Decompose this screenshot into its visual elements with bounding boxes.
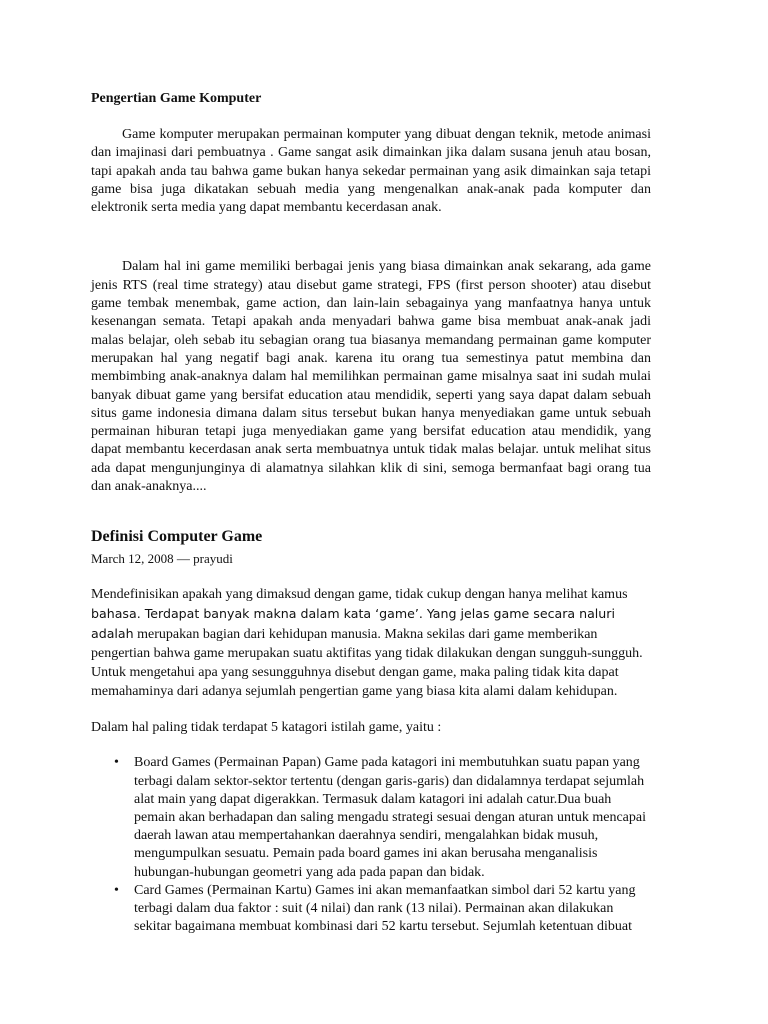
section-title-pengertian: Pengertian Game Komputer <box>91 91 262 106</box>
spacer <box>91 513 651 527</box>
list-item-text: Card Games (Permainan Kartu) Games ini akan memanfaatkan simbol dari 52 kartu yang terbagi dalam dua faktor : suit (4 nilai) dan rank (13 nilai). Permainan akan dilakukan sekitar bagaimana membuat kombinasi dari 52 kartu tersebut. Sejumlah ketentuan dibuat <box>134 882 636 935</box>
spacer <box>91 217 651 258</box>
paragraph-definition-sans: bahasa. Terdapat banyak makna dalam kata ‘game’. Yang jelas game secara naluri adalah <box>91 606 615 642</box>
paragraph-game-types: Dalam hal ini game memiliki berbagai jenis yang biasa dimainkan anak sekarang, ada game jenis RTS (real time strategy) atau disebut game strategi, FPS (first person shooter) atau disebut game tembak menembak, game action, dan lain-lain sebagainya yang manfaatnya hanya untuk kesenangan semata. Tetapi apakah anda menyadari bahwa game bisa membuat anak-anak jadi malas belajar, oleh sebab itu sebagian orang tua biasanya memandang permainan game komputer merupakan hal yang negatif bagi anak. karena itu orang tua semestinya patut membina dan membimbing anak-anaknya dalam hal memilihkan permainan game misalnya saat ini sudah mulai banyak dibuat game yang bersifat education atau mendidik, seperti yang saya dapat dalam sebuah situs game indonesia dimana dalam situs tersebut bukan hanya menyediakan game untuk sebuah permainan hiburan tetapi juga menyediakan game yang bersifat education atau mendidik, yang dapat membantu kecerdasan anak serta membuatnya untuk tidak malas belajar. untuk melihat situs ada dapat mengunjunginya di alamatnya silahkan klik di sini, semoga bermanfaat bagi orang tua dan anak-anaknya.... <box>91 259 651 495</box>
paragraph-definition <box>91 585 651 701</box>
bullet-icon: • <box>114 882 119 898</box>
category-list <box>91 754 651 936</box>
document-body <box>91 90 651 936</box>
list-item <box>91 882 651 937</box>
spacer <box>91 496 651 513</box>
paragraph-definition-end: merupakan bagian dari kehidupan manusia. Makna sekilas dari game memberikan pengertian bahwa game merupakan suatu aktifitas yang tidak dilakukan dengan sungguh-sungguh. Untuk mengetahui apa yang sesungguhnya disebut dengan game, maka paling tidak kita dapat memahaminya dari adanya sejumlah pengertian game yang biasa kita alami dalam kehidupan. <box>91 627 643 700</box>
spacer <box>91 701 651 718</box>
paragraph-intro: Game komputer merupakan permainan komputer yang dibuat dengan teknik, metode animasi dan imajinasi dari pembuatnya . Game sangat asik dimainkan jika dalam susana jenuh atau bosan, tapi apakah anda tau bahwa game bukan hanya sekedar permainan yang asik dimainkan saja tetapi game bisa juga dikatakan sebuah media yang mengenalkan anak-anak pada komputer dan elektronik serta media yang dapat membantu kecerdasan anak. <box>91 127 651 216</box>
list-item-text: Board Games (Permainan Papan) Game pada katagori ini membutuhkan suatu papan yang terbagi dalam sektor-sektor tertentu (dengan garis-garis) dan didalamnya terdapat sejumlah alat main yang dapat digerakkan. Termasuk dalam katagori ini adalah catur.Dua buah pemain akan berhadapan dan saling mengadu strategi sesuai dengan aturan untuk mencapai daerah lawan atau mempertahankan daerahnya sendiri, mengalahkan bidak musuh, mengumpulkan sesuatu. Pemain pada board games ini akan berusaha menganalisis hubungan-hubungan geometri yang ada pada papan dan bidak. <box>134 755 646 880</box>
list-item <box>91 754 651 881</box>
section-title-definisi: Definisi Computer Game <box>91 528 263 546</box>
paragraph-categories-intro: Dalam hal paling tidak terdapat 5 katagori istilah game, yaitu : <box>91 720 442 736</box>
bullet-icon: • <box>114 755 119 771</box>
paragraph-definition-start: Mendefinisikan apakah yang dimaksud dengan game, tidak cukup dengan hanya melihat kamus <box>91 587 628 603</box>
post-byline: March 12, 2008 — prayudi <box>91 551 233 567</box>
